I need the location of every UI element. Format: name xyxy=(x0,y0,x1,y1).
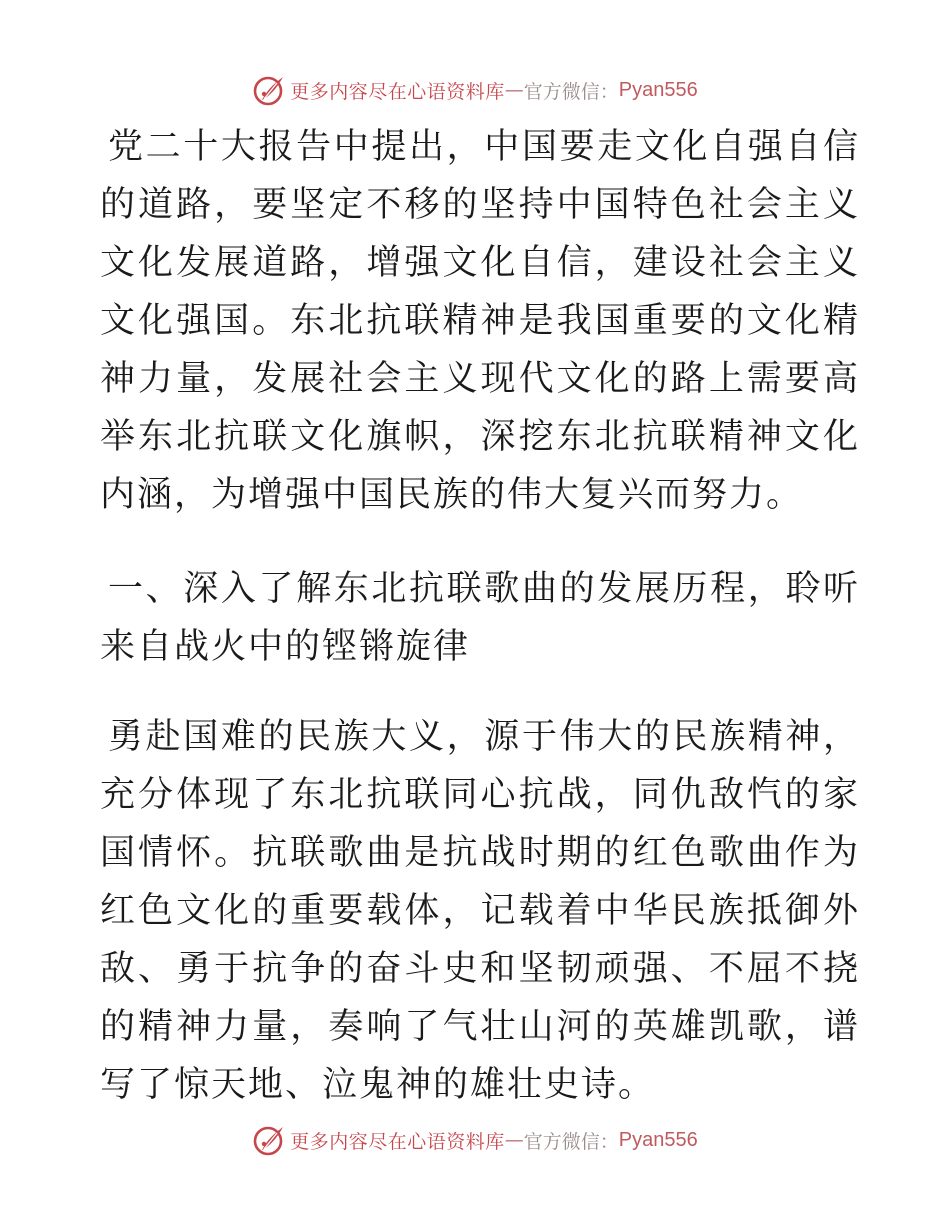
wechat-label: 官方微信： xyxy=(523,1130,619,1153)
banner-dash: — xyxy=(504,79,524,101)
promo-text: 更多内容尽在心语资料库 xyxy=(290,80,505,103)
banner-dash: — xyxy=(504,1129,524,1151)
pen-logo-icon xyxy=(252,73,286,107)
wechat-id: Pyan556 xyxy=(618,1128,698,1151)
footer-banner xyxy=(0,1120,950,1160)
wechat-label: 官方微信： xyxy=(523,80,619,103)
header-banner xyxy=(0,70,950,110)
body-paragraph: 勇赴国难的民族大义，源于伟大的民族精神，充分体现了东北抗联同心抗战，同仇敌忾的家国情怀。抗联歌曲是抗战时期的红色歌曲作为红色文化的重要载体，记载着中华民族抵御外敌、勇于抗争的奋斗史和坚韧顽强、不屈不挠的精神力量，奏响了气壮山河的英雄凯歌，谱写了惊天地、泣鬼神的雄壮史诗。 xyxy=(100,717,860,1105)
wechat-id: Pyan556 xyxy=(618,78,698,101)
intro-paragraph: 党二十大报告中提出，中国要走文化自强自信的道路，要坚定不移的坚持中国特色社会主义文化发展道路，增强文化自信，建设社会主义文化强国。东北抗联精神是我国重要的文化精神力量，发展社会主义现代文化的路上需要高举东北抗联文化旗帜，深挖东北抗联精神文化内涵，为增强中国民族的伟大复兴而努力。 xyxy=(100,127,860,515)
pen-logo-icon xyxy=(252,1123,286,1157)
document-body xyxy=(100,118,860,1114)
promo-text: 更多内容尽在心语资料库 xyxy=(290,1130,505,1153)
section-heading: 一、深入了解东北抗联歌曲的发展历程，聆听来自战火中的铿锵旋律 xyxy=(100,569,860,667)
